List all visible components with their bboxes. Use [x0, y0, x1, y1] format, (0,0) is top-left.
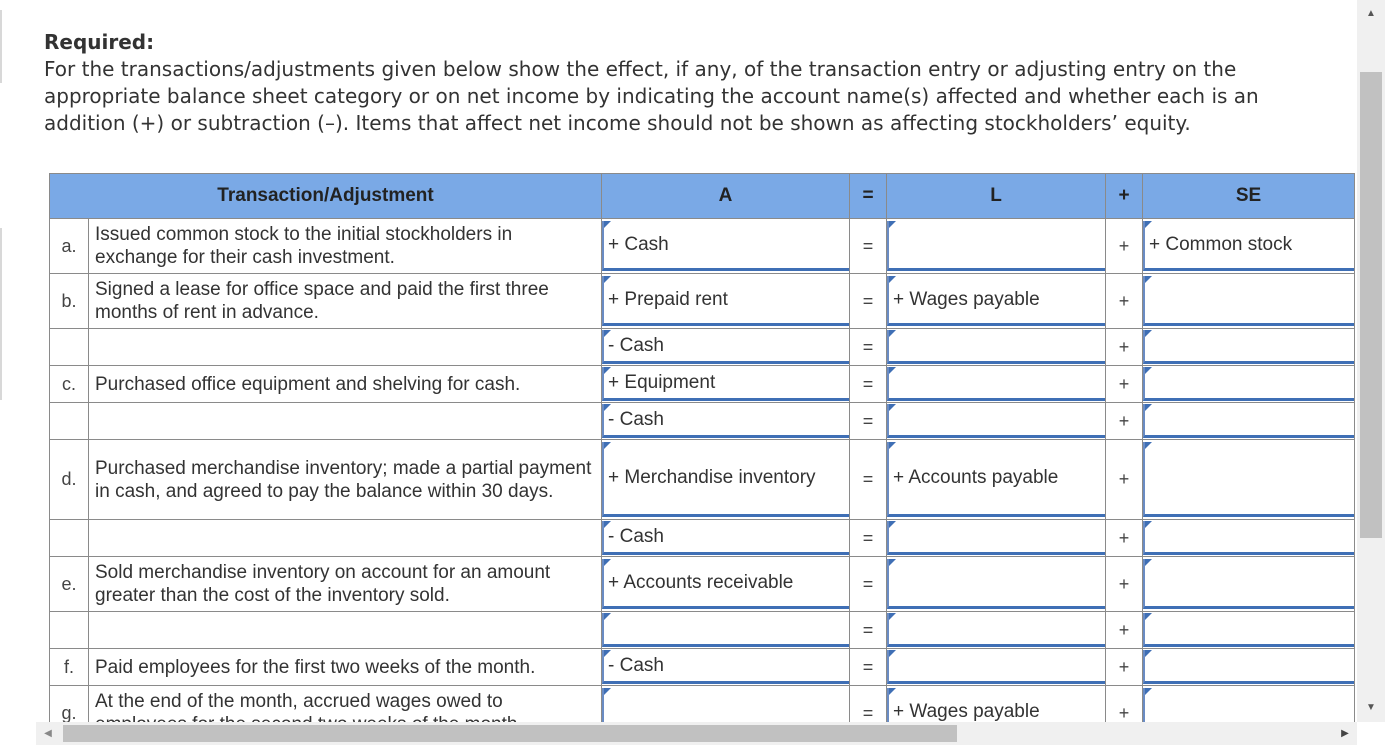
liabilities-input[interactable]: + Wages payable	[887, 688, 1105, 738]
required-text: For the transactions/adjustments given below show the effect, if any, of the transaction entry or adjusting entry on the appropriate balance sheet category or on net income by indicating the account name(s) affected and whether each is an addition (+) or subtraction (–). Items that affect net income should not be shown as affecting stockholders’ equity.	[44, 57, 1259, 135]
row-description: Issued common stock to the initial stockholders in exchange for their cash investment.	[89, 219, 602, 274]
row-label: b.	[50, 274, 89, 329]
assets-input[interactable]: + Accounts receivable	[602, 559, 849, 609]
liabilities-input[interactable]	[887, 221, 1105, 271]
plus-sign: +	[1106, 557, 1143, 612]
plus-sign: +	[1106, 612, 1143, 649]
assets-input[interactable]: + Cash	[602, 221, 849, 271]
liabilities-input[interactable]	[887, 650, 1105, 684]
plus-sign: +	[1106, 274, 1143, 329]
liabilities-input[interactable]	[887, 559, 1105, 609]
equity-input[interactable]	[1143, 404, 1354, 438]
liabilities-input[interactable]	[887, 613, 1105, 647]
assets-input[interactable]: - Cash	[602, 521, 849, 555]
equals-sign: =	[850, 219, 887, 274]
vertical-scroll-thumb[interactable]	[1360, 72, 1382, 538]
equity-input[interactable]	[1143, 442, 1354, 517]
row-description: At the end of the month, accrued wages owed to	[89, 686, 602, 741]
row-description: Sold merchandise inventory on account for an amount greater than the cost of the inventory sold.	[89, 557, 602, 612]
plus-sign: +	[1106, 686, 1143, 741]
liabilities-input[interactable]	[887, 367, 1105, 401]
row-label	[50, 612, 89, 649]
liabilities-input[interactable]	[887, 404, 1105, 438]
equals-sign: =	[850, 686, 887, 741]
assets-input[interactable]: - Cash	[602, 330, 849, 364]
row-label: f.	[50, 649, 89, 686]
table-row	[50, 219, 1355, 274]
plus-sign: +	[1106, 649, 1143, 686]
vertical-scrollbar[interactable]	[1357, 0, 1385, 722]
row-description: Purchased merchandise inventory; made a partial payment in cash, and agreed to pay the balance within 30 days.	[89, 440, 602, 520]
edge-mark	[0, 228, 2, 400]
scroll-up-icon[interactable]: ▲	[1366, 8, 1376, 19]
row-description: Signed a lease for office space and paid the first three months of rent in advance.	[89, 274, 602, 329]
equity-input[interactable]	[1143, 559, 1354, 609]
equity-input[interactable]	[1143, 276, 1354, 326]
liabilities-input[interactable]	[887, 521, 1105, 555]
table-row	[50, 612, 1355, 649]
liabilities-input[interactable]	[887, 330, 1105, 364]
equals-sign: =	[850, 440, 887, 520]
required-instructions	[44, 29, 1334, 137]
required-title: Required:	[44, 30, 155, 54]
plus-sign: +	[1106, 403, 1143, 440]
header-equals: =	[850, 174, 887, 219]
row-description	[89, 403, 602, 440]
assets-input[interactable]	[602, 613, 849, 647]
header-plus: +	[1106, 174, 1143, 219]
header-equity: SE	[1143, 174, 1355, 219]
plus-sign: +	[1106, 329, 1143, 366]
edge-mark	[0, 10, 2, 83]
plus-sign: +	[1106, 520, 1143, 557]
horizontal-scrollbar[interactable]	[36, 722, 1357, 745]
table-row	[50, 440, 1355, 520]
equity-input[interactable]	[1143, 367, 1354, 401]
equals-sign: =	[850, 366, 887, 403]
equity-input[interactable]: + Common stock	[1143, 221, 1354, 271]
row-label	[50, 329, 89, 366]
equals-sign: =	[850, 649, 887, 686]
table-row	[50, 403, 1355, 440]
table-row	[50, 274, 1355, 329]
equals-sign: =	[850, 274, 887, 329]
row-label: g.	[50, 686, 89, 741]
assets-input[interactable]: - Cash	[602, 650, 849, 684]
equity-input[interactable]	[1143, 330, 1354, 364]
plus-sign: +	[1106, 366, 1143, 403]
equals-sign: =	[850, 612, 887, 649]
plus-sign: +	[1106, 219, 1143, 274]
row-description	[89, 329, 602, 366]
equity-input[interactable]	[1143, 521, 1354, 555]
table-row	[50, 366, 1355, 403]
liabilities-input[interactable]: + Accounts payable	[887, 442, 1105, 517]
header-transaction: Transaction/Adjustment	[50, 174, 602, 219]
row-description: Purchased office equipment and shelving for cash.	[89, 366, 602, 403]
header-assets: A	[602, 174, 850, 219]
row-label: c.	[50, 366, 89, 403]
scroll-left-icon[interactable]: ◀	[44, 728, 52, 739]
row-label	[50, 520, 89, 557]
row-description	[89, 612, 602, 649]
table-row	[50, 329, 1355, 366]
equity-input[interactable]	[1143, 650, 1354, 684]
equals-sign: =	[850, 557, 887, 612]
row-description: Paid employees for the first two weeks of the month.	[89, 649, 602, 686]
equals-sign: =	[850, 520, 887, 557]
assets-input[interactable]: + Prepaid rent	[602, 276, 849, 326]
assets-input[interactable]: - Cash	[602, 404, 849, 438]
equals-sign: =	[850, 403, 887, 440]
table-row	[50, 557, 1355, 612]
equity-input[interactable]	[1143, 613, 1354, 647]
scroll-down-icon[interactable]: ▼	[1366, 702, 1376, 713]
equals-sign: =	[850, 329, 887, 366]
table-row	[50, 520, 1355, 557]
row-description	[89, 520, 602, 557]
header-liabilities: L	[887, 174, 1106, 219]
table-header-row	[50, 174, 1355, 219]
row-label: d.	[50, 440, 89, 520]
table-row	[50, 649, 1355, 686]
row-label: a.	[50, 219, 89, 274]
scroll-right-icon[interactable]: ▶	[1341, 728, 1349, 739]
effects-table	[49, 173, 1355, 741]
row-label: e.	[50, 557, 89, 612]
row-label	[50, 403, 89, 440]
horizontal-scroll-thumb[interactable]	[63, 725, 957, 742]
plus-sign: +	[1106, 440, 1143, 520]
liabilities-input[interactable]: + Wages payable	[887, 276, 1105, 326]
assets-input[interactable]: + Equipment	[602, 367, 849, 401]
assets-input[interactable]: + Merchandise inventory	[602, 442, 849, 517]
